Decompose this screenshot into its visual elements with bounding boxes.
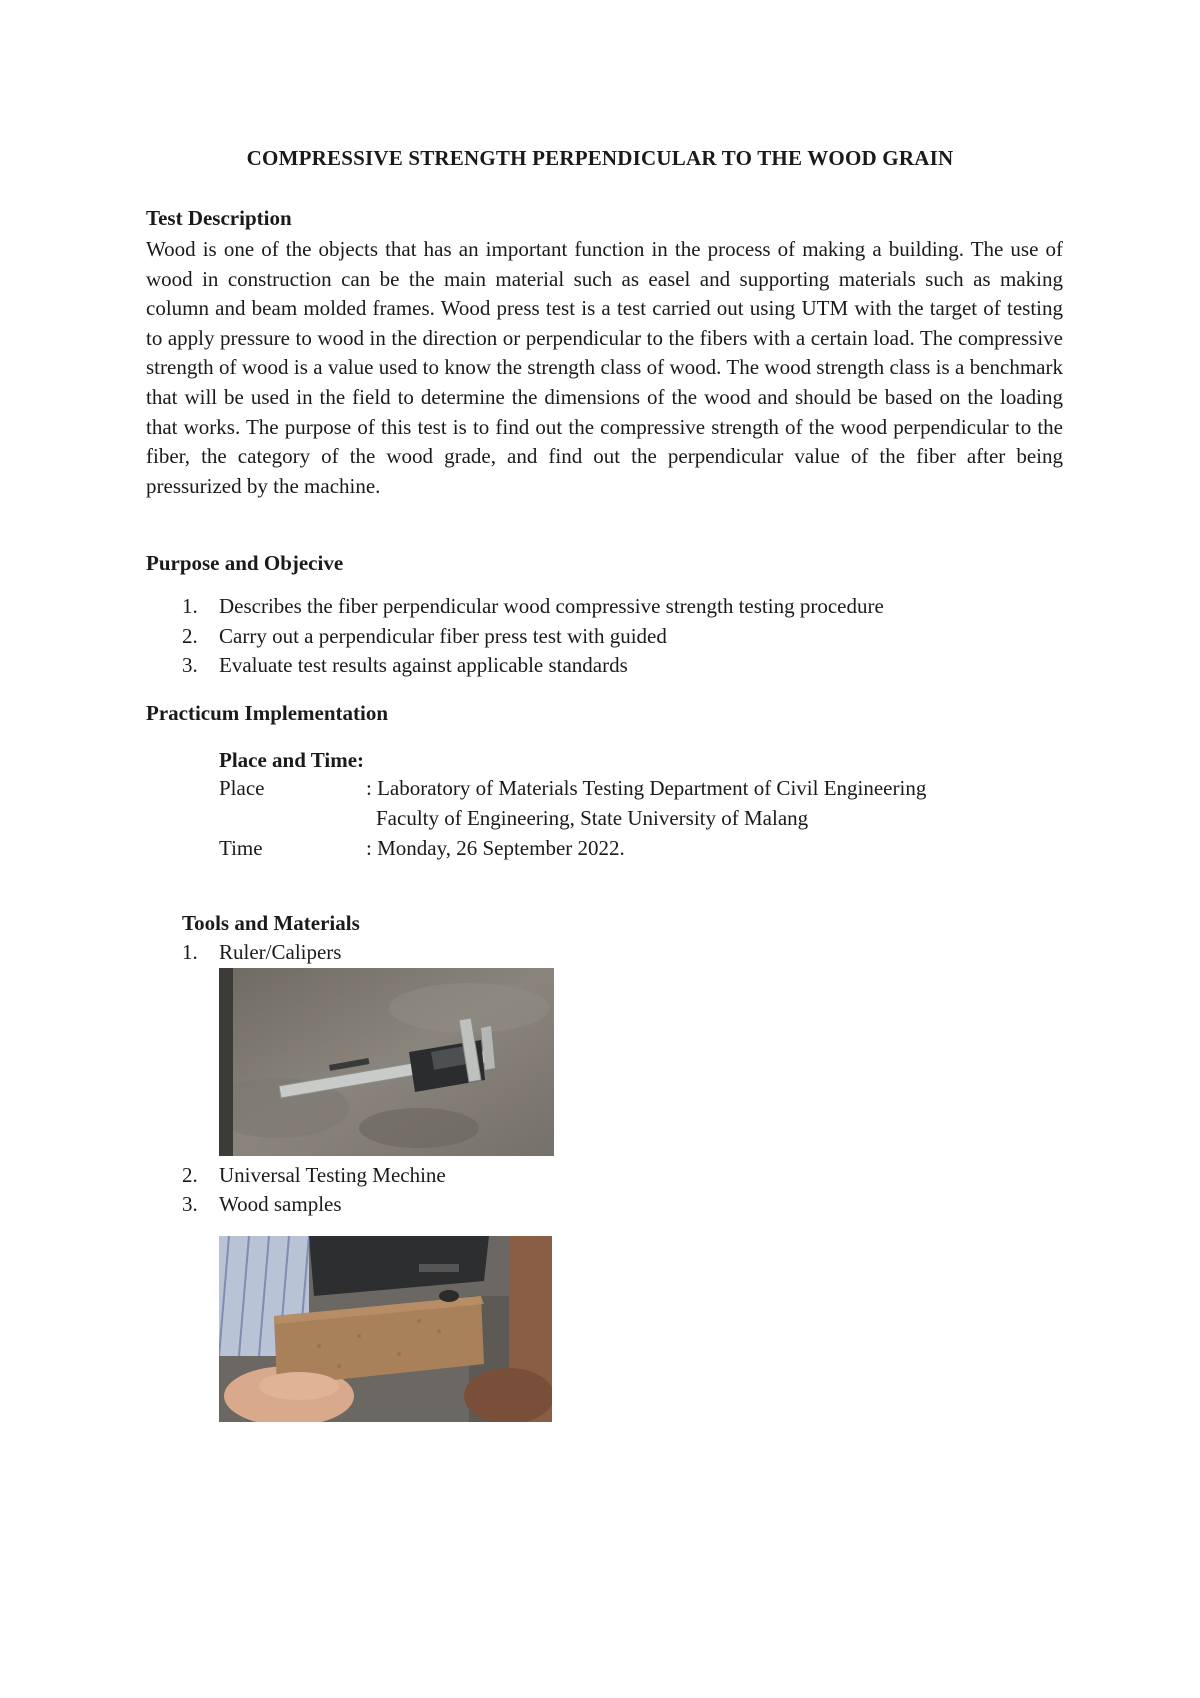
- time-value: : Monday, 26 September 2022.: [366, 836, 625, 860]
- list-text: Universal Testing Mechine: [219, 1163, 446, 1187]
- purpose-heading: Purpose and Objecive: [146, 551, 344, 575]
- tools-heading: Tools and Materials: [182, 911, 360, 935]
- test-description-text: Wood is one of the objects that has an important function in the process of making a building. The use of wood in construction can be the main material such as easel and supporting materials such as making column and beam molded frames. Wood press test is a test carried out using UTM with the target of testing to apply pressure to wood in the direction or perpendicular to the fibers with a certain load. The compressive strength of wood is a value used to know the strength class of wood. The wood strength class is a benchmark that will be used in the field to determine the dimensions of the wood and should be based on the loading that works. The purpose of this test is to find out the compressive strength of the wood perpendicular to the fiber, the category of the wood grade, and find out the perpendicular value of the fiber after being pressurized by the machine.: [146, 237, 1063, 498]
- list-number: 1.: [182, 940, 198, 964]
- time-label: Time: [219, 836, 263, 860]
- list-number: 3.: [182, 1192, 198, 1216]
- list-number: 1.: [182, 594, 198, 618]
- list-text: Evaluate test results against applicable standards: [219, 653, 628, 678]
- list-text: Describes the fiber perpendicular wood compressive strength testing procedure: [219, 594, 884, 618]
- list-text: Carry out a perpendicular fiber press test with guided: [219, 623, 667, 648]
- test-description-heading: Test Description: [146, 206, 292, 230]
- list-number: 2.: [182, 623, 198, 648]
- place-label: Place: [219, 776, 265, 800]
- place-value-line1: : Laboratory of Materials Testing Department of Civil Engineering: [366, 776, 927, 800]
- wood-sample-photo: [219, 1236, 552, 1422]
- list-text: Ruler/Calipers: [219, 940, 342, 964]
- place-value-line2: Faculty of Engineering, State University of Malang: [376, 806, 809, 830]
- list-number: 2.: [182, 1163, 198, 1187]
- document-title: COMPRESSIVE STRENGTH PERPENDICULAR TO THE WOOD GRAIN: [246, 146, 954, 170]
- wood-sample-image: [219, 1236, 552, 1422]
- caliper-photo: [219, 968, 554, 1156]
- list-number: 3.: [182, 653, 198, 678]
- caliper-image: [219, 968, 554, 1156]
- practicum-heading: Practicum Implementation: [146, 701, 389, 725]
- place-time-heading: Place and Time:: [219, 748, 365, 772]
- list-text: Wood samples: [219, 1192, 342, 1216]
